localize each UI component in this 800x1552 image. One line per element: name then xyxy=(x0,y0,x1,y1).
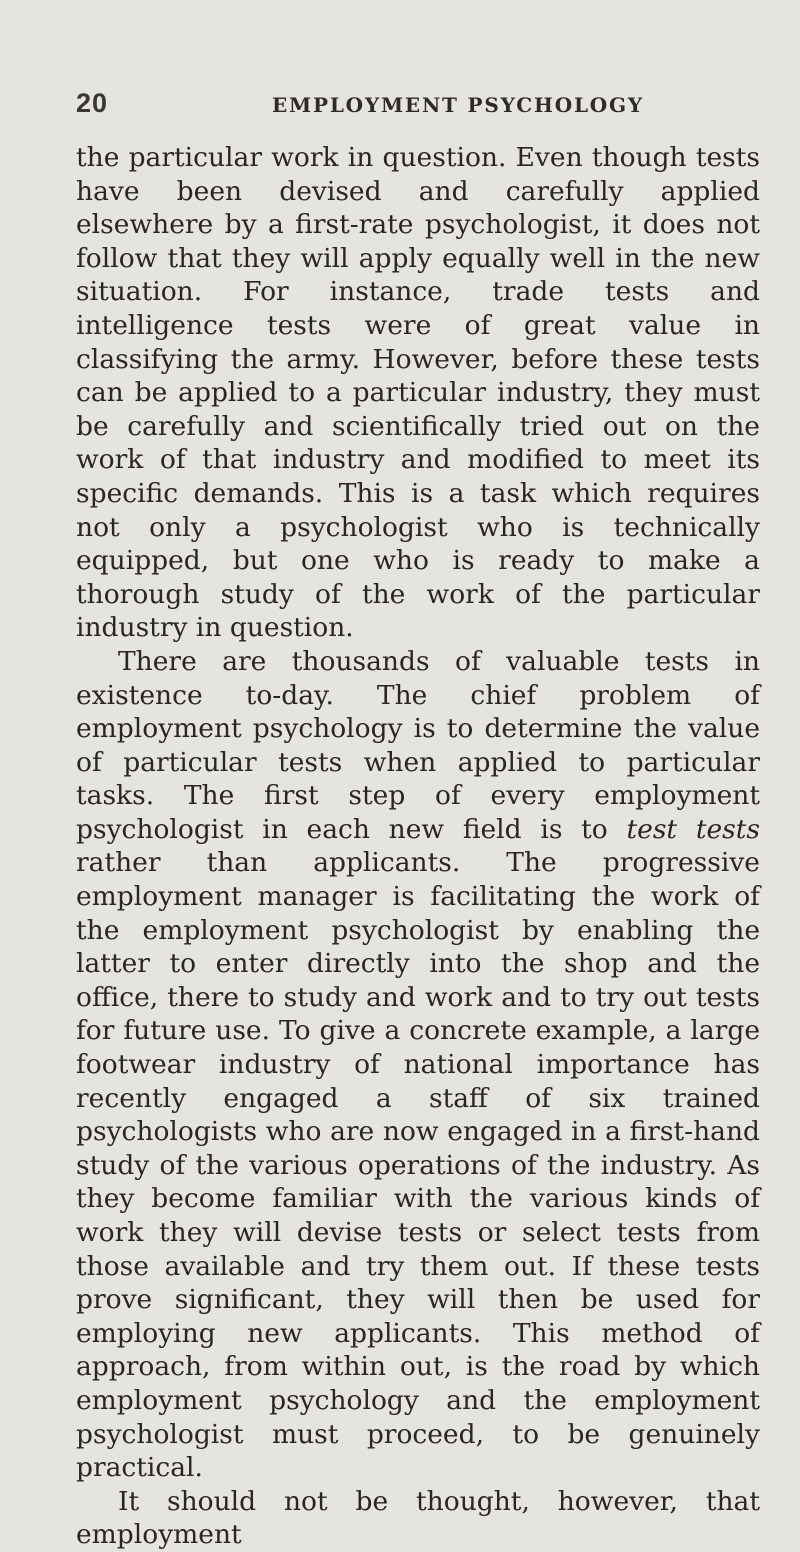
paragraph-2-text-after-italic: rather than applicants. The progressive employment manager is facilitating the work of the employment psychologist by enabling the latter to enter directly into the shop and the office, there to study and work and to try out tests for future use. To give a concrete example, a large footwear industry of national importance has recently engaged a staff of six trained psychologists who are now engaged in a first-hand study of the various operations of the industry. As they become familiar with the various kinds of work they will devise tests or select tests from those available and try them out. If these tests prove significant, they will then be used for employing new applicants. This method of approach, from within out, is the road by which employment psychology and the employment psychologist must proceed, to be genuinely practical. xyxy=(76,847,760,1484)
running-title: EMPLOYMENT PSYCHOLOGY xyxy=(272,93,644,117)
page-number: 20 xyxy=(76,88,108,118)
paragraph-3: It should not be thought, however, that employment xyxy=(76,1485,760,1551)
running-head xyxy=(76,88,760,128)
paragraph-1: the particular work in question. Even though tests have been devised and carefully applied elsewhere by a first-rate psychologist, it does not follow that they will apply equally well in the new situation. For instance, trade tests and intelligence tests were of great value in classifying the army. However, before these tests can be applied to a particular industry, they must be carefully and scientifically tried out on the work of that industry and modified to meet its specific demands. This is a task which requires not only a psychologist who is technically equipped, but one who is ready to make a thorough study of the work of the particular industry in question. xyxy=(76,142,760,644)
paragraph-2 xyxy=(76,645,760,1485)
body-text xyxy=(76,141,760,1552)
paragraph-2-italic-phrase: test tests xyxy=(626,813,760,845)
paragraph-2-text-before-italic: There are thousands of valuable tests in existence to-day. The chief problem of employment psychology is to determine the value of particular tests when applied to particular tasks. The first step of every employment psychologist in each new field is to xyxy=(76,645,760,845)
